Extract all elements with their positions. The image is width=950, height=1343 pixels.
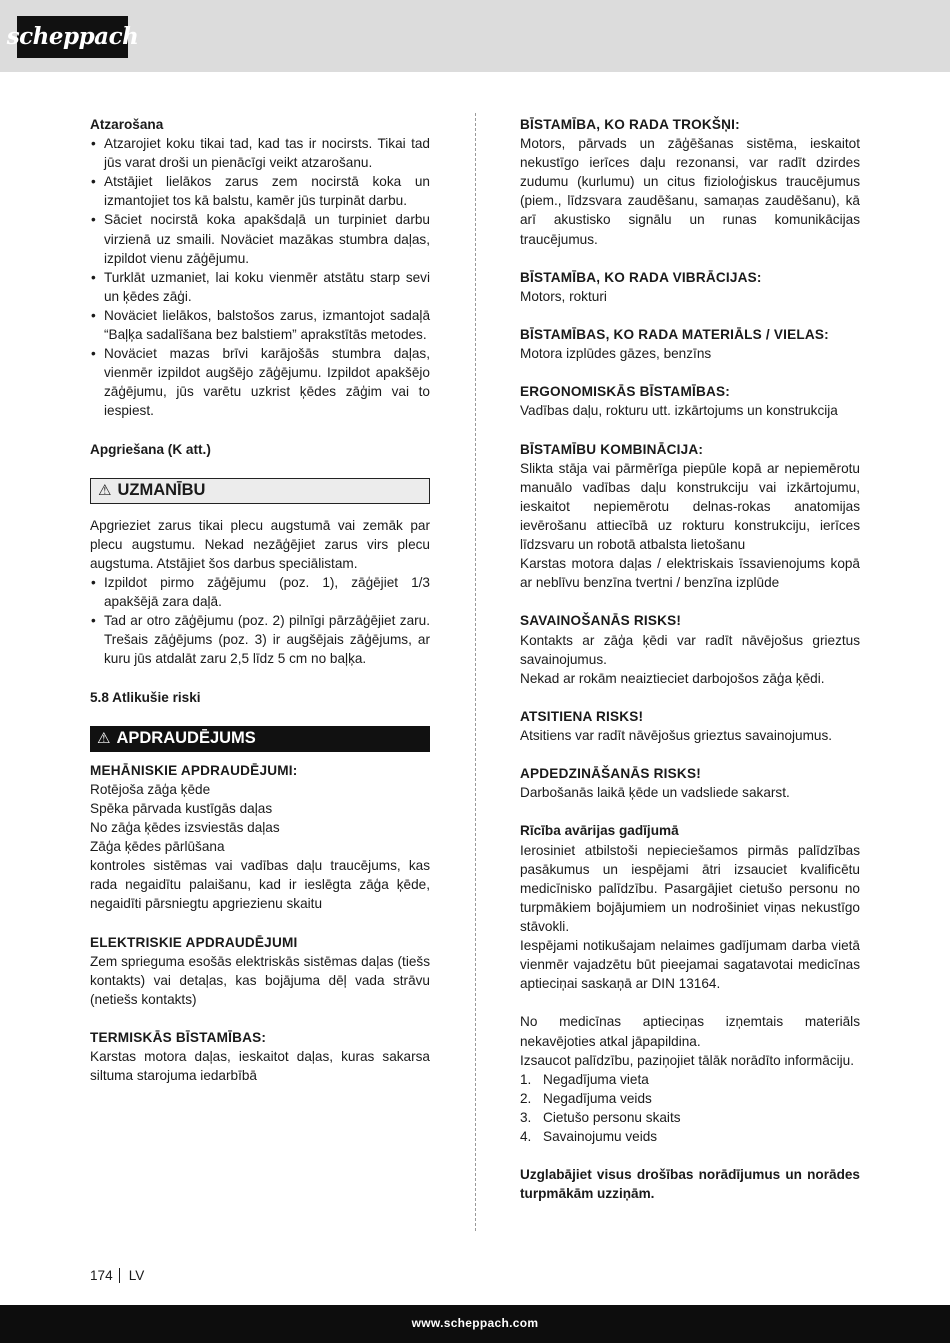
paragraph: kontroles sistēmas vai vadības daļu traucējums, kas rada negaidītu palaišanu, kad ir ieslēgta zāģa ķēde, negaidīti pārsniegtu apgriezienu skaitu (90, 858, 430, 912)
section-heading: Atzarošana (90, 117, 164, 132)
left-column (90, 115, 430, 1085)
header-bar (0, 0, 950, 72)
list-item: • Noväciet lielākos, balstošos zarus, izmantojot sadaļā “Baļķa sadalīšana bez balstiem” aprakstītās metodes. (90, 306, 430, 344)
paragraph: Motors, pārvads un zāģēšanas sistēma, ieskaitot nekustīgo ierīces daļu rezonansi, var radīt dzirdes zudumu (kurlumu) un citus fizioloģiskus traucējumus (piem., līdzsvara zaudēšanu, samaņas zaudēšanu), kā arī akustisko signālu un runas komunikācijas traucējumus. (520, 136, 860, 247)
paragraph: Ierosiniet atbilstoši nepieciešamos pirmās palīdzības pasākumus un iespējami ātri izsauciet kvalificētu medicīnisko palīdzību. Pasargājiet cietušo personu no turpmākiem bojājumiem un nodrošiniet viņas nekustīgo stāvokli. (520, 842, 860, 934)
subheading: TERMISKĀS BĪSTAMĪBAS: (90, 1030, 267, 1046)
subheading: ATSITIENA RISKS! (520, 708, 644, 724)
section-heading: 5.8 Atlikušie riski (90, 689, 201, 705)
footer-url[interactable]: www.scheppach.com (411, 1316, 539, 1331)
paragraph: Apgrieziet zarus tikai plecu augstumā vai zemāk par plecu augstumu. Nekad nezāģējiet zarus virs plecu augstuma. Atstājiet šos darbus speciālistam. (90, 517, 430, 571)
list-item: • Turklāt uzmaniet, lai koku vienmēr atstātu starp sevi un ķēdes zāģi. (90, 268, 430, 306)
subheading: BĪSTAMĪBU KOMBINĀCIJA: (520, 441, 704, 457)
hazard-label: APDRAUDĒJUMS (116, 729, 256, 748)
text-line: No zāģa ķēdes izsviestās daļas (90, 820, 280, 836)
text-line: Rotējoša zāģa ķēde (90, 781, 211, 797)
warning-icon: ⚠ (97, 730, 111, 748)
list-item: 2. Negadījuma veids (520, 1090, 652, 1106)
paragraph: Karstas motora daļas, ieskaitot daļas, kuras sakarsa siltuma starojuma iedarbībā (90, 1049, 430, 1084)
warning-icon: ⚠ (98, 482, 112, 500)
page-number (90, 1266, 144, 1285)
list-item: • Noväciet mazas brīvi karājošās stumbra daļas, vienmēr izpildot augšējo zāģējumu. Izpildot apakšējo zāģējumu, jūs varētu uzkrist ķēdes zāģim vai to iespiest. (90, 344, 430, 420)
paragraph: Vadības daļu, rokturu utt. izkārtojums un konstrukcija (520, 403, 838, 419)
paragraph: Nekad ar rokām neaiztieciet darbojošos zāģa ķēdi. (520, 670, 825, 686)
page-number-value: 174 (90, 1268, 113, 1283)
paragraph: Motora izplūdes gāzes, benzīns (520, 346, 712, 362)
subheading: APDEDZINĀŠANĀS RISKS! (520, 766, 701, 782)
list-item: • Tad ar otro zāģējumu (poz. 2) pilnīgi pārzāģējiet zaru. Trešais zāģējums (poz. 3) ir augšējais zāģējums, ar kuru jūs atdalāt zaru 2,5 līdz 5 cm no baļķa. (90, 611, 430, 668)
paragraph: Darbošanās laikā ķēde un vadsliede sakarst. (520, 785, 790, 801)
paragraph: Zem sprieguma esošās elektriskās sistēmas daļas (tiešs kontakts) vai detaļas, kas bojājuma dēļ vada strāvu (netiešs kontakts) (90, 953, 430, 1007)
subheading: Rīcība avārijas gadījumā (520, 823, 679, 839)
subheading: ELEKTRISKIE APDRAUDĒJUMI (90, 934, 298, 950)
caution-box (90, 478, 430, 504)
subheading: MEHĀNISKIE APDRAUDĒJUMI: (90, 762, 298, 778)
list-item: 3. Cietušo personu skaits (520, 1109, 681, 1125)
column-divider (475, 113, 476, 1231)
subheading: BĪSTAMĪBA, KO RADA VIBRĀCIJAS: (520, 269, 762, 285)
hazard-box (90, 726, 430, 752)
list-item: • Izpildot pirmo zāģējumu (poz. 1), zāģējiet 1/3 apakšējā zara daļā. (90, 573, 430, 611)
numbered-list (520, 1070, 860, 1146)
paragraph: No medicīnas aptieciņas izņemtais materiāls nekavējoties atkal jāpapildina. (520, 1014, 860, 1049)
paragraph: Kontakts ar zāģa ķēdi var radīt nāvējošus grieztus savainojumus. (520, 632, 860, 667)
paragraph: Motors, rokturi (520, 288, 607, 304)
paragraph: Iespējami notikušajam nelaimes gadījumam darba vietā vienmēr vajadzētu būt pieejamai sagatavotai medicīnas aptieciņai saskaņā ar DIN 13164. (520, 938, 860, 992)
list-item: 1. Negadījuma vieta (520, 1071, 649, 1087)
text-line: Spēka pārvada kustīgās daļas (90, 801, 273, 816)
list-item: 4. Savainojumu veids (520, 1128, 658, 1144)
subheading: ERGONOMISKĀS BĪSTAMĪBAS: (520, 384, 730, 400)
caution-label: UZMANĪBU (117, 481, 206, 500)
bullet-list (90, 134, 430, 420)
paragraph: Atsitiens var radīt nāvējošus grieztus savainojumus. (520, 728, 833, 743)
brand-logo: scheppach (17, 16, 128, 58)
language-code: LV (128, 1268, 145, 1283)
list-item: • Atzarojiet koku tikai tad, kad tas ir nocirsts. Tikai tad jūs varat droši un pienācīgi veikt atzarošanu. (90, 134, 430, 172)
text-line: Zāģa ķēdes pārlūšana (90, 839, 225, 855)
page-separator (119, 1268, 120, 1283)
list-item: • Atstājiet lielākos zarus zem nocirstā koka un izmantojiet tos kā balstu, kamēr jūs turpināt darbu. (90, 172, 430, 210)
subheading: BĪSTAMĪBA, KO RADA TROKŠŅI: (520, 117, 740, 132)
subheading: SAVAINOŠANĀS RISKS! (520, 613, 682, 629)
list-item: • Sāciet nocirstā koka apakšdaļā un turpiniet darbu virzienā uz smaili. Noväciet mazākas stumbra daļas, izpildot vienu zāģējumu. (90, 210, 430, 267)
subheading: BĪSTAMĪBAS, KO RADA MATERIĀLS / VIELAS: (520, 327, 829, 343)
footer-bar (0, 1305, 950, 1343)
paragraph: Slikta stāja vai pārmērīga piepūle kopā ar nepiemērotu manuālo vadības daļu konstrukciju vai izkārtojumu, ieskaitot nepiemērotu delnas-rokas anatomijas ievērošanu attiecībā uz rokturu konstrukciju, ierīces līdzsvaru un robotā atbalsta lietošanu (520, 460, 860, 553)
bullet-list (90, 573, 430, 668)
section-heading: Apgriešana (K att.) (90, 441, 211, 457)
paragraph: Karstas motora daļas / elektriskais īssavienojums kopā ar neblīvu benzīna tvertni / benzīna izplūde (520, 556, 860, 591)
right-column (520, 115, 860, 1203)
paragraph: Izsaucot palīdzību, paziņojiet tālāk norādīto informāciju. (520, 1052, 854, 1068)
final-note: Uzglabājiet visus drošības norādījumus un norādes turpmākām uzziņām. (520, 1167, 860, 1202)
